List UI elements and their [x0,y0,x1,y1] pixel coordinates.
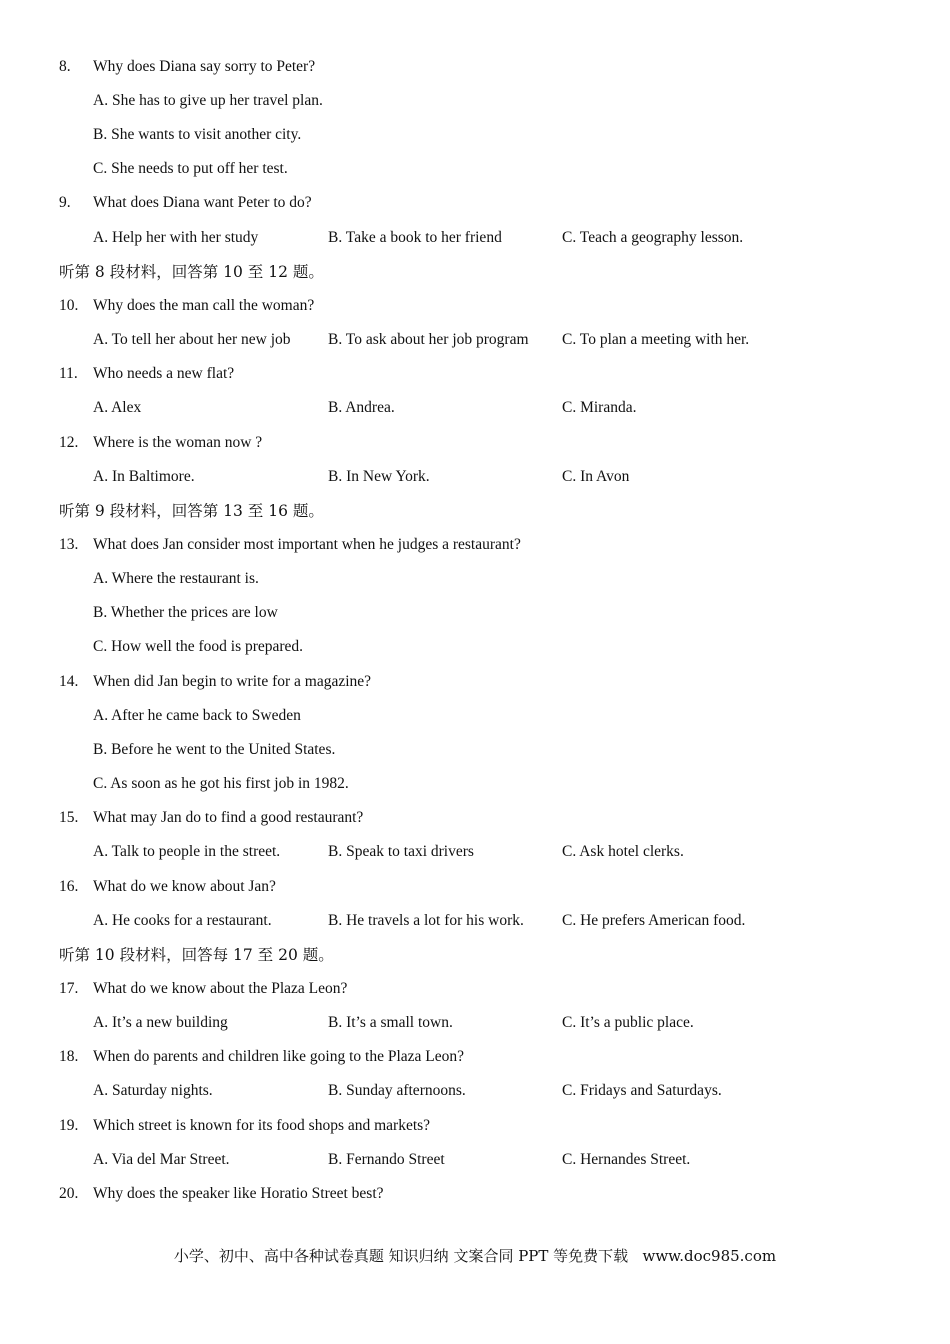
option-c: C. She needs to put off her test. [93,160,288,177]
question-text: What does Jan consider most important when he judges a restaurant? [93,536,521,553]
question-text: What do we know about the Plaza Leon? [93,980,348,997]
option-a: A. After he came back to Sweden [93,707,301,724]
question-text: What do we know about Jan? [93,878,276,895]
option-c: C. Teach a geography lesson. [562,229,744,246]
option-c: C. He prefers American food. [562,912,746,929]
footer-url[interactable]: www.doc985.com [642,1247,777,1265]
question-number: 10. [59,297,79,314]
question-number: 16. [59,878,79,895]
option-b: B. Take a book to her friend [328,229,502,246]
question-text: Which street is known for its food shops and markets? [93,1117,431,1134]
option-c: C. How well the food is prepared. [93,638,304,655]
question-number: 12. [59,434,79,451]
question-number: 18. [59,1048,79,1065]
question-text: Where is the woman now ? [93,434,263,451]
option-a: A. Help her with her study [93,229,259,246]
question-number: 11. [59,365,78,382]
option-b: B. Sunday afternoons. [328,1082,466,1099]
option-c: C. It’s a public place. [562,1014,694,1031]
option-b: B. In New York. [328,468,430,485]
footer-text: 小学、初中、高中各种试卷真题 知识归纳 文案合同 PPT 等免费下载 [173,1247,629,1265]
question-number: 17. [59,980,79,997]
option-a: A. Where the restaurant is. [93,570,259,587]
question-number: 15. [59,809,79,826]
option-b: B. Andrea. [328,399,395,416]
option-c: C. Ask hotel clerks. [562,843,684,860]
option-a: A. Alex [93,399,142,416]
question-number: 8. [59,58,71,75]
option-c: C. Hernandes Street. [562,1151,691,1168]
option-a: A. In Baltimore. [93,468,195,485]
question-text: When did Jan begin to write for a magazine? [93,673,372,690]
question-number: 9. [59,194,71,211]
question-number: 20. [59,1185,79,1202]
page-footer [0,1246,950,1266]
option-a: A. Saturday nights. [93,1082,213,1099]
question-text: What may Jan do to find a good restaurant? [93,809,364,826]
option-c: C. In Avon [562,468,630,485]
option-a: A. To tell her about her new job [93,331,291,348]
option-a: A. Talk to people in the street. [93,843,281,860]
option-b: B. To ask about her job program [328,331,529,348]
option-a: A. He cooks for a restaurant. [93,912,272,929]
question-text: Who needs a new flat? [93,365,235,382]
section-heading: 听第 10 段材料，回答每 17 至 20 题。 [59,946,334,964]
option-b: B. Whether the prices are low [93,604,278,621]
question-text: Why does Diana say sorry to Peter? [93,58,316,75]
option-c: C. Fridays and Saturdays. [562,1082,722,1099]
question-number: 14. [59,673,79,690]
option-b: B. She wants to visit another city. [93,126,302,143]
option-b: B. Speak to taxi drivers [328,843,474,860]
option-c: C. To plan a meeting with her. [562,331,750,348]
option-b: B. He travels a lot for his work. [328,912,524,929]
option-a: A. She has to give up her travel plan. [93,92,323,109]
question-text: When do parents and children like going to the Plaza Leon? [93,1048,465,1065]
question-text: Why does the speaker like Horatio Street best? [93,1185,384,1202]
question-text: What does Diana want Peter to do? [93,194,312,211]
question-number: 13. [59,536,79,553]
section-heading: 听第 9 段材料，回答第 13 至 16 题。 [59,502,324,520]
question-text: Why does the man call the woman? [93,297,315,314]
option-b: B. It’s a small town. [328,1014,453,1031]
option-b: B. Before he went to the United States. [93,741,336,758]
option-a: A. Via del Mar Street. [93,1151,230,1168]
question-number: 19. [59,1117,79,1134]
option-c: C. Miranda. [562,399,637,416]
option-a: A. It’s a new building [93,1014,228,1031]
option-c: C. As soon as he got his first job in 1982. [93,775,349,792]
section-heading: 听第 8 段材料，回答第 10 至 12 题。 [59,263,324,281]
option-b: B. Fernando Street [328,1151,445,1168]
